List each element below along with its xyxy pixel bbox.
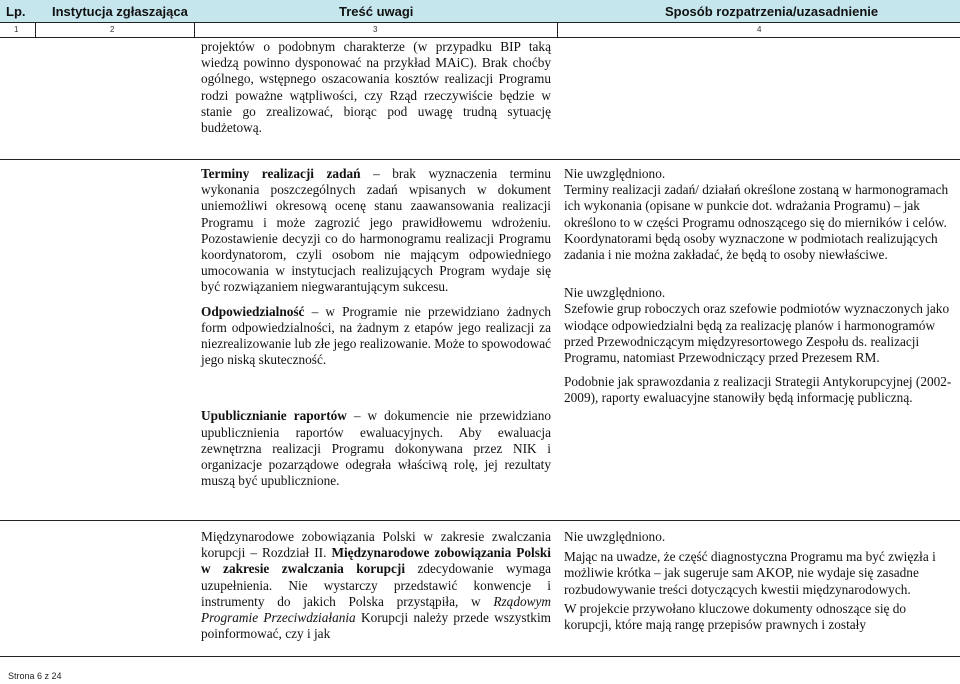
row3-text: Korupcji należy przede wszystkim poinformować, czy i jak (201, 610, 551, 642)
row2-response-status: Nie uwzględniono. (564, 285, 666, 301)
row3-content (201, 529, 551, 642)
column-number: 4 (757, 25, 762, 34)
row2-response-cell (564, 166, 954, 407)
row-divider (0, 656, 960, 657)
row3-content-cell (201, 529, 551, 642)
row3-response-text: W projekcie przywołano kluczowe dokumenty odnoszące się do korupcji, które mają rangę przepisów prawnych i zostały (564, 600, 907, 633)
row2-response-text: Terminy realizacji zadań/ działań określone zostaną w harmonogramach ich wykonania (opisane w punkcie dot. wdrażania Programu) – jak określono to w części Programu odnoszącego się do mierników i celów. (564, 182, 949, 230)
row-divider (0, 159, 960, 160)
row2-p1-heading: Terminy realizacji zadań (201, 166, 361, 181)
row2-p3-heading: Upublicznianie raportów (201, 408, 347, 424)
column-divider (35, 22, 36, 37)
row3-response-cell (564, 529, 954, 633)
column-number: 3 (373, 25, 378, 34)
row2-content-cell (201, 166, 551, 489)
header-content: Treść uwagi (339, 4, 414, 19)
row2-p3-text: – w dokumencie nie przewidziano upublicznienia raportów ewaluacyjnych. Aby ewaluacja zewnętrzna realizacji Programu dokonywana przez NIK i organizacje pozarządowe odegrała właściwą rolę, jej rezultaty muszą być upublicznione. (201, 408, 551, 489)
header-lp: Lp. (6, 4, 26, 19)
table-header (0, 0, 960, 23)
row2-p2-heading: Odpowiedzialność (201, 303, 305, 319)
column-number-row (0, 23, 960, 38)
row3-text: zdecydowanie wymaga uzupełnienia. Nie wystarczy przedstawić konwencje i instrumenty do jakich Polska przystąpiła, w (201, 561, 551, 609)
row3-response-text: Mając na uwadze, że część diagnostyczna Programu ma być zwięzła i możliwie krótka – jak sugeruje sam AKOP, nie wydaje się zasadne rozbudowywanie treści dotyczących kwestii międzynarodowych. (564, 549, 936, 597)
row2-p2-text: – w Programie nie przewidziano żadnych form odpowiedzialności, na żadnym z etapów jego realizacji za niezrealizowanie lub złe jego realizowanie. Może to spowodować jego niską skuteczność. (201, 303, 552, 368)
row2-response-text: Koordynatorami będą osoby wyznaczone w podmiotach realizujących zadania i nie można zakładać, że będą to osoby niewłaściwe. (564, 230, 938, 263)
row2-paragraph (201, 408, 551, 489)
row2-response-text: Podobnie jak sprawozdania z realizacji Strategii Antykorupcyjnej (2002-2009), raporty ewaluacyjne stanowiły będą informację publiczną. (564, 374, 952, 406)
row1-content-cell (201, 39, 551, 136)
row2-paragraph (201, 304, 551, 369)
row3-heading: Międzynarodowe zobowiązania Polski w zakresie zwalczania korupcji (201, 545, 551, 577)
header-response: Sposób rozpatrzenia/uzasadnienie (665, 4, 879, 19)
row3-response-status: Nie uwzględniono. (564, 529, 666, 544)
row2-paragraph (201, 166, 551, 296)
row2-p1-text: – brak wyznaczenia terminu wykonania poszczególnych zadań wpisanych w dokument uniemożliwi okresową ocenę stanu zaawansowania realizacji Programu i może zagrozić jego prawidłowemu wdrożeniu. Pozostawienie decyzji co do harmonogramu realizacji Programu koordynatorom, czyli osobom nie mającym odpowiedniego umocowania w instytucjach realizujących Program wydaje się być rozwiązaniem niegwarantującym sukcesu. (201, 166, 551, 295)
row-divider (0, 520, 960, 521)
row2-response-text: Szefowie grup roboczych oraz szefowie podmiotów wyznaczonych jako wiodące odpowiedzialni będą za realizację planów i harmonogramów przed Przewodniczącym międzyresortowego Zespołu ds. realizacji Programu, natomiast Przewodniczący przed Prezesem RM. (564, 301, 950, 366)
header-institution: Instytucja zgłaszająca (52, 4, 188, 19)
page-number: Strona 6 z 24 (8, 671, 62, 681)
row3-text: Międzynarodowe zobowiązania Polski w zakresie zwalczania korupcji – Rozdział II. (201, 529, 551, 561)
row3-italic-title: Rządowym Programie Przeciwdziałania (201, 593, 551, 626)
row1-content: projektów o podobnym charakterze (w przypadku BIP taką wiedzą powinno dysponować na przykład MAiC). Brak choćby ogólnego, wstępnego oszacowania kosztów realizacji Programu rodzi poważne wątpliwości, czy Rząd rzeczywiście będzie w stanie go zrealizować, biorąc pod uwagę trudną sytuację budżetową. (201, 39, 551, 136)
column-divider (557, 22, 558, 37)
row2-response-status: Nie uwzględniono. (564, 166, 666, 181)
column-number: 2 (110, 25, 115, 34)
column-divider (194, 22, 195, 37)
column-number: 1 (14, 25, 19, 34)
